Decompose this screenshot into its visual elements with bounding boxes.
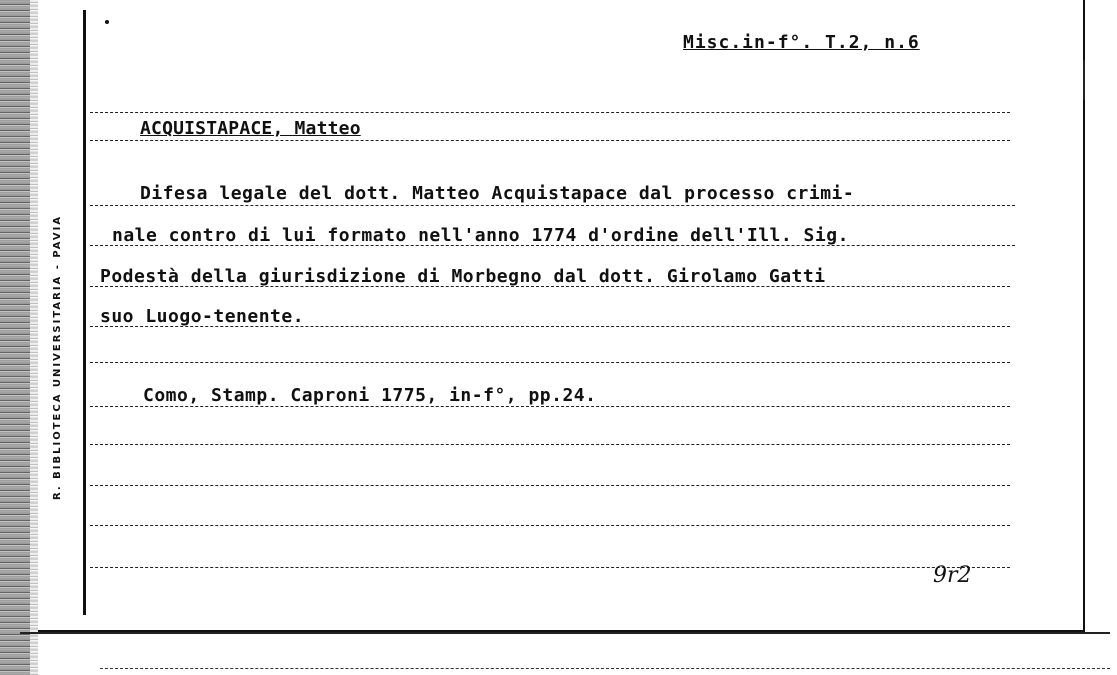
ruled-line <box>90 444 1010 445</box>
ruled-line <box>90 406 1010 407</box>
ruled-line <box>90 567 1010 568</box>
description-line-2: nale contro di lui formato nell'anno 1774 d'ordine dell'Ill. Sig. <box>112 225 849 246</box>
edge-mark <box>1083 60 1085 100</box>
author-heading: ACQUISTAPACE, Matteo <box>140 118 361 139</box>
ruled-line <box>90 525 1010 526</box>
binding-shadow <box>30 0 38 675</box>
punch-mark <box>105 20 109 24</box>
ruled-line <box>90 140 1010 141</box>
book-binding-edge <box>0 0 30 675</box>
ruled-line <box>90 112 1010 113</box>
description-line-1: Difesa legale del dott. Matteo Acquistapace dal processo crimi- <box>140 183 855 204</box>
card-bottom-edge <box>20 632 1110 634</box>
imprint-line: Como, Stamp. Caproni 1775, in-f°, pp.24. <box>143 385 597 406</box>
bottom-ruled-line <box>100 668 1110 669</box>
ruled-line <box>90 205 1015 206</box>
library-stamp: R. BIBLIOTECA UNIVERSITARIA - PAVIA <box>52 214 63 500</box>
shelfmark: Misc.in-f°. T.2, n.6 <box>683 32 920 53</box>
ruled-line <box>90 485 1010 486</box>
description-line-3: Podestà della giurisdizione di Morbegno dal dott. Girolamo Gatti <box>100 266 826 287</box>
card-margin-rule <box>83 10 86 615</box>
ruled-line <box>90 362 1010 363</box>
description-line-4: suo Luogo-tenente. <box>100 306 305 327</box>
handwritten-number: 9r2 <box>933 563 972 588</box>
